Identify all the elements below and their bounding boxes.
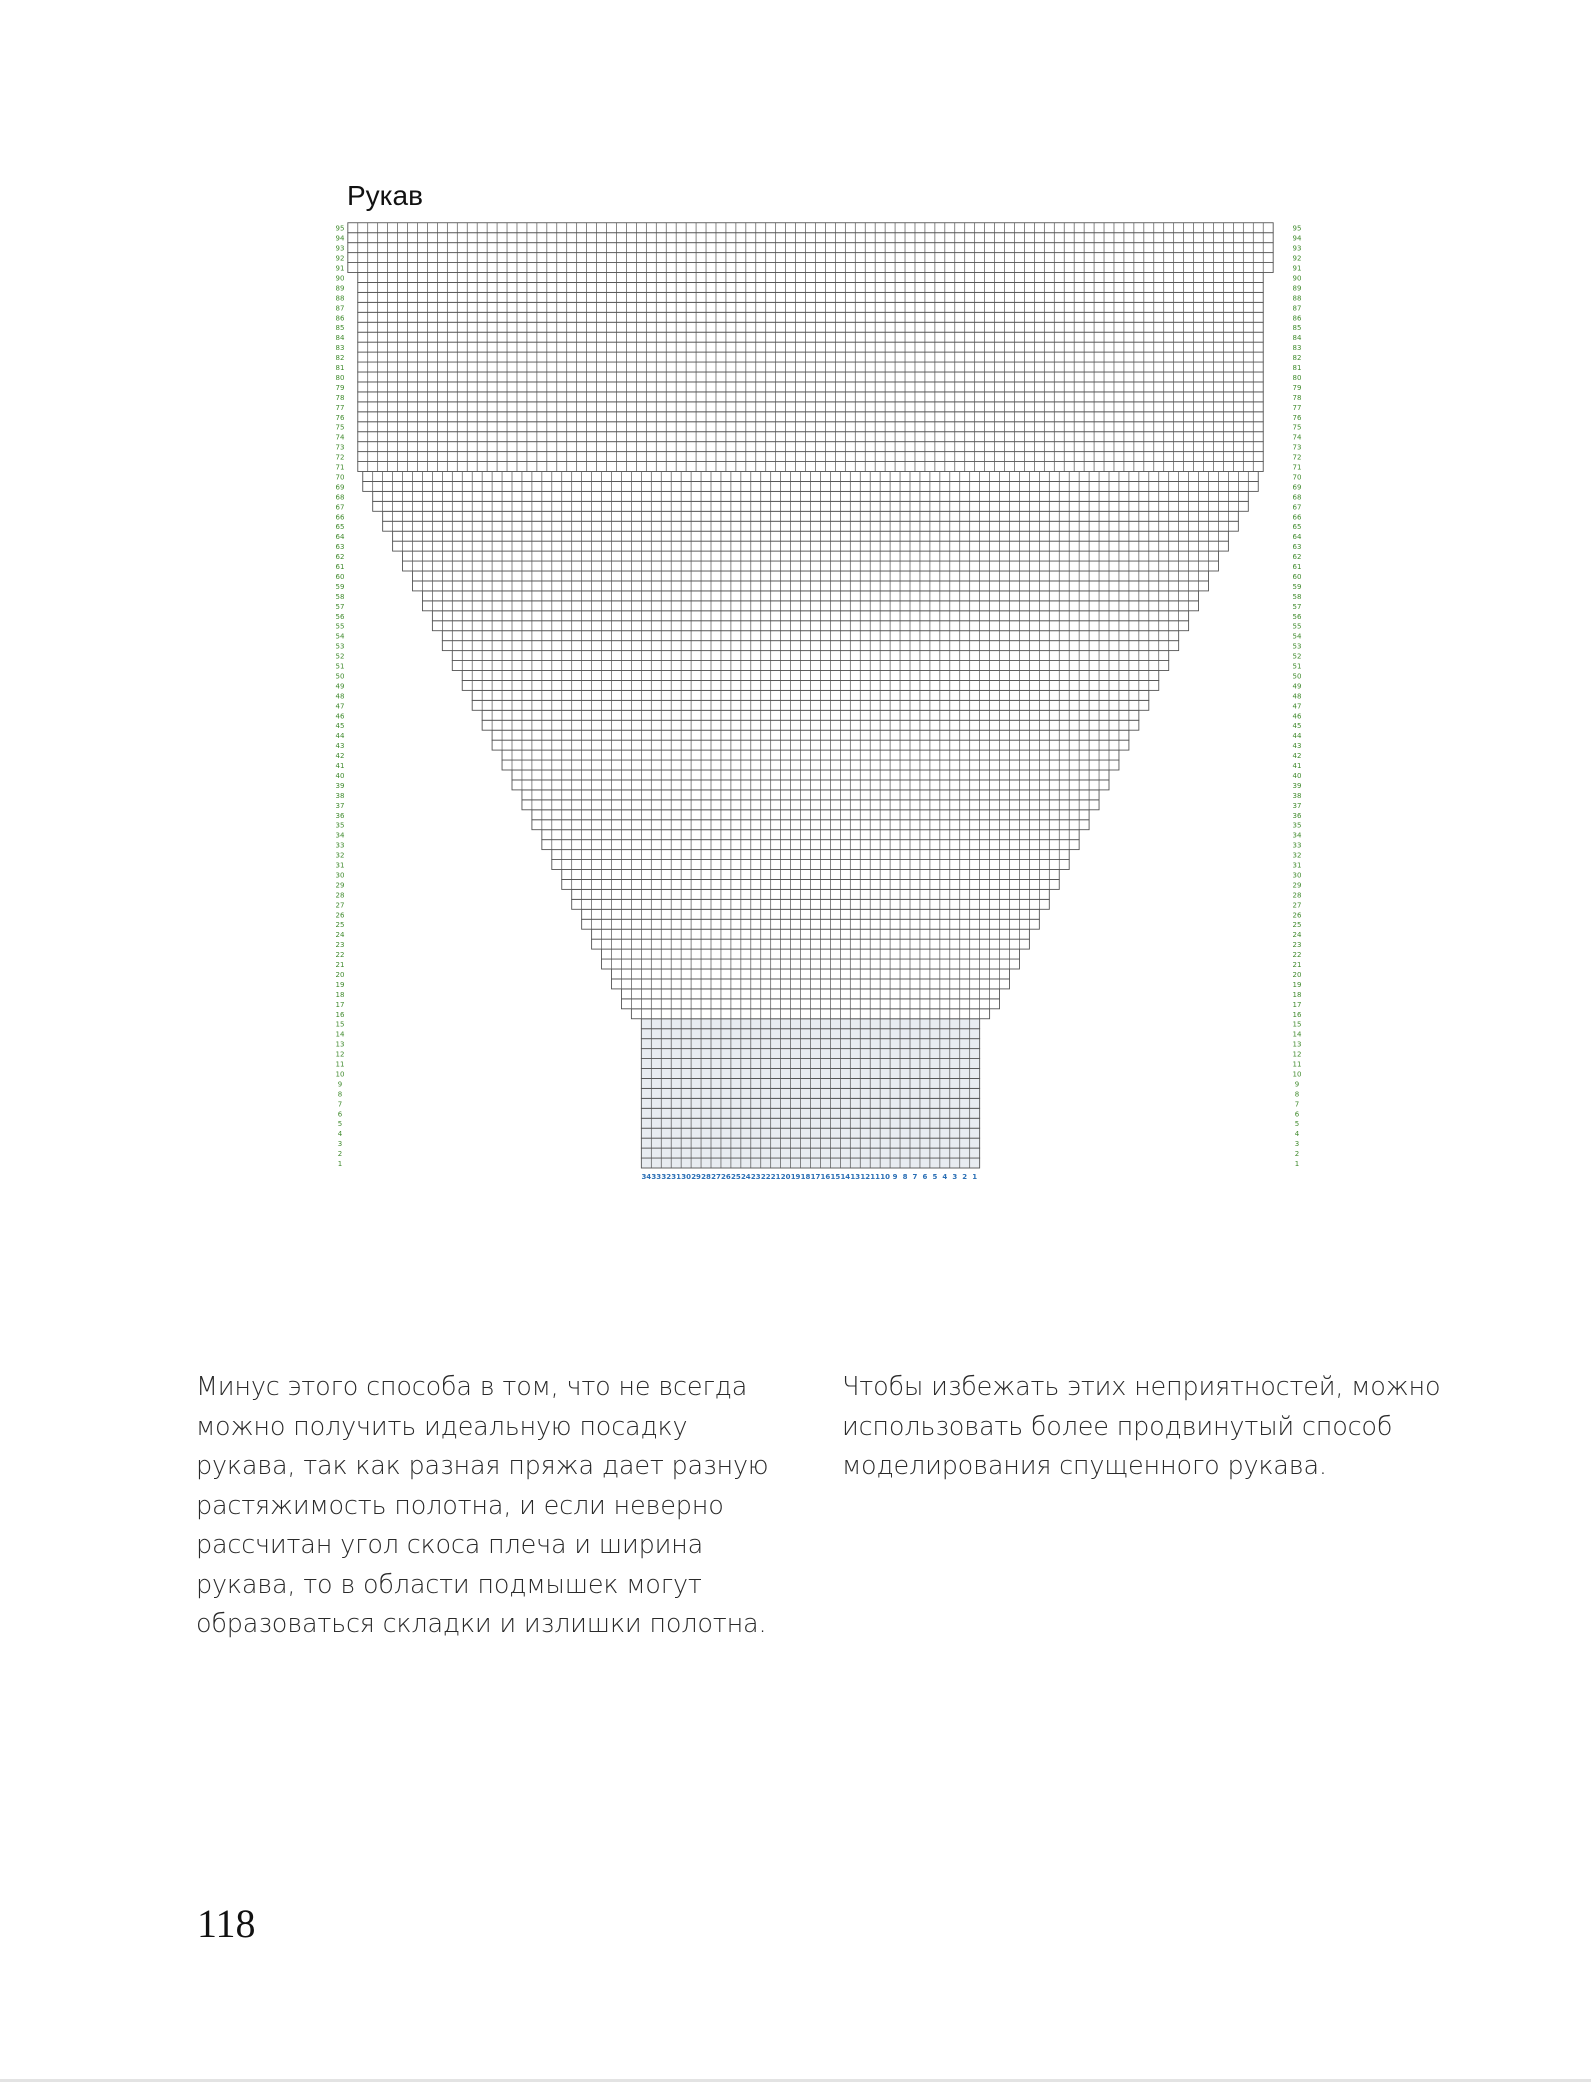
row-label-right: 74 [1292,433,1302,442]
row-label-right: 61 [1292,563,1302,571]
row-label-left: 11 [335,1060,345,1069]
row-label-left: 26 [335,911,345,920]
chart-row-76 [358,412,1263,422]
row-label-left: 40 [335,771,345,780]
row-label-right: 28 [1292,891,1302,900]
stitch-label: 7 [912,1173,918,1181]
row-label-right: 89 [1292,284,1302,293]
stitch-label: 30 [681,1173,691,1181]
row-label-left: 58 [335,592,345,601]
stitch-label: 24 [740,1173,751,1181]
row-label-right: 38 [1292,791,1302,800]
chart-row-73 [358,442,1263,452]
row-label-right: 58 [1292,592,1302,601]
row-label-right: 40 [1292,771,1302,780]
row-label-left: 2 [337,1150,343,1159]
row-label-left: 31 [335,861,345,870]
row-label-left: 41 [335,762,345,770]
row-label-right: 20 [1292,970,1302,979]
row-label-right: 52 [1292,652,1302,661]
row-label-left: 21 [335,961,345,969]
stitch-label: 31 [671,1173,682,1181]
row-label-left: 7 [337,1100,343,1109]
chart-grid [348,223,1273,1168]
row-label-left: 89 [335,284,345,293]
row-label-left: 49 [335,682,345,691]
row-label-left: 94 [335,234,345,243]
stitch-label: 29 [691,1173,701,1181]
row-label-right: 86 [1292,314,1302,323]
row-label-right: 10 [1292,1070,1302,1079]
row-label-right: 66 [1292,513,1302,522]
row-label-right: 22 [1292,951,1302,960]
row-label-left: 72 [335,453,345,462]
row-label-right: 77 [1292,403,1302,412]
row-label-left: 43 [335,742,345,751]
row-label-right: 71 [1292,463,1302,472]
row-label-left: 23 [335,941,345,950]
row-label-right: 57 [1292,602,1302,611]
row-label-right: 6 [1294,1110,1300,1119]
row-label-left: 92 [335,254,345,263]
row-label-right: 49 [1292,682,1302,691]
row-label-left: 28 [335,891,345,900]
row-label-left: 62 [335,553,345,562]
chart-row-92 [348,253,1273,263]
chart-row-88 [358,292,1263,302]
row-label-left: 50 [335,672,345,681]
stitch-label: 1 [972,1173,978,1181]
row-label-right: 3 [1294,1140,1300,1149]
row-label-left: 14 [335,1030,345,1039]
row-label-left: 46 [335,712,345,721]
stitch-label: 28 [701,1173,711,1181]
row-label-right: 60 [1292,572,1302,581]
text-line: образоваться складки и излишки полотна. [196,1609,767,1639]
row-label-right: 94 [1292,234,1302,243]
row-label-left: 25 [335,921,345,930]
row-label-right: 13 [1292,1040,1302,1049]
row-label-right: 62 [1292,553,1302,562]
row-label-left: 91 [335,264,345,273]
stitch-label: 34 [641,1173,652,1181]
row-label-right: 11 [1292,1060,1302,1069]
row-label-right: 46 [1292,712,1302,721]
row-label-left: 87 [335,304,345,313]
chart-row-95 [348,223,1273,233]
page-number: 118 [197,1901,256,1946]
row-label-left: 70 [335,473,345,482]
row-label-left: 18 [335,990,345,999]
chart-row-93 [348,243,1273,253]
row-label-left: 59 [335,582,345,591]
row-label-left: 80 [335,373,345,382]
stitch-label: 8 [902,1173,908,1181]
row-label-right: 91 [1292,264,1302,273]
chart-row-74 [358,432,1263,442]
row-label-right: 32 [1292,851,1302,860]
row-label-right: 65 [1292,523,1302,532]
row-label-left: 69 [335,483,345,492]
row-label-left: 15 [335,1020,345,1029]
row-label-left: 85 [335,324,345,333]
row-label-right: 56 [1292,612,1302,621]
row-label-right: 25 [1292,921,1302,930]
chart-row-86 [358,312,1263,322]
row-label-right: 82 [1292,354,1302,363]
stitch-label: 32 [661,1173,672,1181]
stitch-label: 22 [760,1173,771,1181]
chart-row-85 [358,322,1263,332]
row-label-right: 31 [1292,861,1302,870]
row-label-left: 77 [335,403,345,412]
row-label-right: 51 [1292,662,1302,671]
row-label-left: 63 [335,543,345,552]
chart-row-75 [358,422,1263,432]
row-label-right: 70 [1292,473,1302,482]
chart-row-77 [358,402,1263,412]
row-label-left: 38 [335,791,345,800]
text-line: растяжимость полотна, и если неверно [196,1490,724,1521]
row-label-left: 35 [335,821,345,830]
row-label-right: 16 [1292,1010,1302,1019]
stitch-label: 15 [830,1173,841,1181]
row-label-right: 14 [1292,1030,1302,1039]
chart-row-89 [358,282,1263,292]
row-label-right: 73 [1292,443,1302,452]
row-label-left: 95 [335,224,345,233]
stitch-label: 21 [770,1173,781,1181]
row-label-left: 84 [335,334,345,343]
row-label-left: 88 [335,294,345,303]
stitch-label: 13 [850,1173,861,1181]
row-label-right: 15 [1292,1020,1302,1029]
chart-row-83 [358,342,1263,352]
row-label-left: 54 [335,632,345,641]
chart-row-82 [358,352,1263,362]
stitch-label: 12 [860,1173,871,1181]
row-label-right: 53 [1292,642,1302,651]
row-label-right: 30 [1292,871,1302,880]
row-label-right: 87 [1292,304,1302,313]
row-label-left: 66 [335,513,345,522]
chart-row-cells [512,760,1109,770]
row-label-right: 7 [1294,1100,1300,1109]
row-label-right: 55 [1292,622,1302,631]
row-label-left: 29 [335,881,345,890]
row-label-left: 8 [337,1090,343,1099]
row-label-left: 37 [335,801,345,810]
stitch-label: 25 [731,1173,741,1181]
row-label-left: 34 [335,831,345,840]
row-label-left: 30 [335,871,345,880]
row-label-left: 33 [335,841,345,850]
row-label-left: 17 [335,1000,345,1009]
row-label-right: 93 [1292,244,1302,253]
chart-row-71 [358,462,1263,472]
row-label-right: 80 [1292,373,1302,382]
row-label-left: 45 [335,722,345,731]
row-label-left: 5 [337,1120,343,1129]
row-label-right: 21 [1292,961,1302,969]
row-label-right: 78 [1292,393,1302,402]
row-label-left: 48 [335,692,345,701]
chart-row-cells [612,949,1010,959]
text-column-right [842,1368,1441,1487]
row-label-right: 12 [1292,1050,1302,1059]
row-label-right: 79 [1292,383,1302,392]
row-label-left: 67 [335,503,345,512]
row-label-left: 73 [335,443,345,452]
row-label-left: 13 [335,1040,345,1049]
row-label-right: 27 [1292,901,1302,910]
chart-row-91 [348,263,1273,273]
row-label-right: 75 [1292,423,1302,432]
row-label-left: 52 [335,652,345,661]
stitch-label: 5 [932,1173,938,1181]
stitch-label: 19 [790,1173,801,1181]
row-label-left: 32 [335,851,345,860]
row-label-right: 54 [1292,632,1302,641]
row-label-left: 47 [335,702,345,711]
row-label-right: 88 [1292,294,1302,303]
stitch-label: 20 [780,1173,791,1181]
row-label-right: 68 [1292,493,1302,502]
row-label-right: 92 [1292,254,1302,263]
row-label-right: 50 [1292,672,1302,681]
stitch-label: 27 [711,1173,721,1181]
text-line: Чтобы избежать этих неприятностей, можно [842,1372,1441,1402]
row-label-left: 83 [335,344,345,353]
row-label-right: 34 [1292,831,1302,840]
row-label-right: 8 [1294,1090,1300,1099]
row-label-right: 90 [1292,274,1302,283]
row-label-left: 16 [335,1010,345,1019]
row-label-right: 39 [1292,781,1302,790]
row-label-right: 47 [1292,702,1302,711]
chart-row-90 [358,273,1263,283]
chart-row-cells [413,551,1209,561]
stitch-label: 23 [750,1173,761,1181]
stitch-label: 6 [922,1173,928,1181]
row-label-left: 86 [335,314,345,323]
row-label-left: 56 [335,612,345,621]
row-label-left: 65 [335,523,345,532]
row-label-right: 24 [1292,931,1302,940]
chart-row-78 [358,392,1263,402]
row-label-left: 61 [335,563,345,571]
row-label-right: 45 [1292,722,1302,731]
chart-row-cells [612,959,1010,969]
row-label-right: 67 [1292,503,1302,512]
chart-row-84 [358,332,1263,342]
row-label-right: 83 [1292,344,1302,353]
row-label-right: 35 [1292,821,1302,830]
chart-row-cells [512,750,1109,760]
row-label-left: 24 [335,931,345,940]
row-label-left: 36 [335,811,345,820]
stitch-label: 33 [651,1173,662,1181]
row-label-left: 27 [335,901,345,910]
stitch-label: 9 [892,1173,898,1181]
row-label-left: 75 [335,423,345,432]
row-label-right: 37 [1292,801,1302,810]
row-label-right: 43 [1292,742,1302,751]
row-label-left: 71 [335,463,345,472]
row-label-right: 42 [1292,752,1302,761]
row-label-right: 84 [1292,334,1302,343]
stitch-label: 14 [840,1173,851,1181]
row-label-right: 23 [1292,941,1302,950]
row-label-left: 22 [335,951,345,960]
row-label-left: 9 [337,1080,343,1089]
row-label-left: 39 [335,781,345,790]
row-label-right: 72 [1292,453,1302,462]
row-label-right: 1 [1294,1160,1300,1168]
row-label-right: 59 [1292,582,1302,591]
row-label-right: 5 [1294,1120,1300,1129]
row-label-left: 3 [337,1140,343,1149]
row-label-right: 81 [1292,364,1302,372]
row-label-left: 55 [335,622,345,631]
row-label-left: 79 [335,383,345,392]
row-label-left: 53 [335,642,345,651]
text-line: рукава, так как разная пряжа дает разную [196,1451,769,1481]
row-label-right: 69 [1292,483,1302,492]
row-label-right: 26 [1292,911,1302,920]
row-label-right: 17 [1292,1000,1302,1009]
stitch-label: 11 [870,1173,881,1181]
row-label-left: 57 [335,602,345,611]
text-line: Минус этого способа в том, что не всегда [196,1372,748,1402]
row-label-left: 93 [335,244,345,253]
text-line: рассчитан угол скоса плеча и ширина [196,1530,704,1560]
chart-title: Рукав [347,180,423,211]
chart-row-81 [358,362,1263,372]
row-label-left: 81 [335,364,345,372]
row-label-left: 51 [335,662,345,671]
row-label-right: 64 [1292,533,1302,542]
stitch-label: 18 [800,1173,811,1181]
row-label-left: 20 [335,970,345,979]
row-label-right: 85 [1292,324,1302,333]
row-label-right: 4 [1294,1130,1300,1139]
row-label-left: 78 [335,393,345,402]
row-label-right: 41 [1292,762,1302,770]
page-bottom-rule [0,2079,1591,2082]
chart-row-72 [358,452,1263,462]
row-label-left: 19 [335,980,345,989]
row-label-left: 44 [335,732,345,741]
row-label-right: 76 [1292,413,1302,422]
stitch-label: 17 [810,1173,821,1181]
row-label-right: 9 [1294,1080,1300,1089]
row-label-right: 18 [1292,990,1302,999]
text-column-left [196,1368,776,1645]
row-label-left: 74 [335,433,345,442]
row-label-left: 68 [335,493,345,502]
stitch-label: 3 [952,1173,958,1181]
row-label-left: 76 [335,413,345,422]
row-label-right: 44 [1292,732,1302,741]
row-label-left: 42 [335,752,345,761]
chart-row-cells [413,561,1209,571]
row-label-left: 60 [335,572,345,581]
stitch-label: 4 [942,1173,948,1181]
row-label-right: 63 [1292,543,1302,552]
chart-row-87 [358,302,1263,312]
row-label-left: 64 [335,533,345,542]
row-label-left: 12 [335,1050,345,1059]
stitch-label: 2 [962,1173,968,1181]
stitch-label: 16 [820,1173,831,1181]
row-label-right: 48 [1292,692,1302,701]
text-line: использовать более продвинутый способ [842,1411,1393,1442]
row-label-left: 10 [335,1070,345,1079]
text-line: можно получить идеальную посадку [196,1411,688,1442]
text-line: рукава, то в области подмышек могут [196,1569,702,1600]
chart-row-94 [348,233,1273,243]
row-label-right: 33 [1292,841,1302,850]
row-label-right: 2 [1294,1150,1300,1159]
row-label-right: 19 [1292,980,1302,989]
text-line: моделирования спущенного рукава. [842,1451,1327,1481]
row-label-left: 1 [337,1160,343,1168]
row-label-left: 82 [335,354,345,363]
stitch-label: 26 [721,1173,731,1181]
chart-row-80 [358,372,1263,382]
stitch-label: 10 [880,1173,890,1181]
row-label-left: 4 [337,1130,343,1139]
row-label-left: 90 [335,274,345,283]
row-label-right: 95 [1292,224,1302,233]
row-label-right: 29 [1292,881,1302,890]
row-label-left: 6 [337,1110,343,1119]
chart-row-79 [358,382,1263,392]
row-label-right: 36 [1292,811,1302,820]
